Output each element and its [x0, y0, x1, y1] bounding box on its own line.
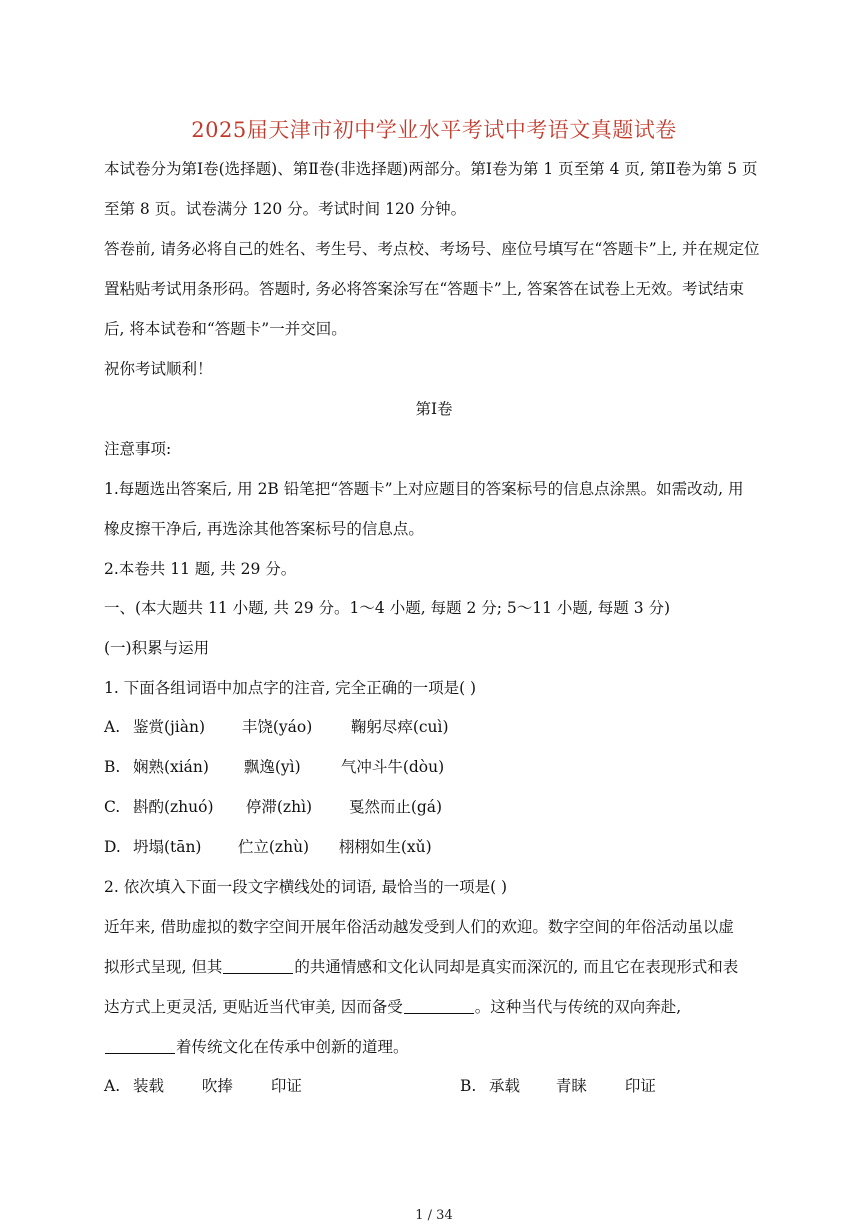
question-2-passage-line-4 [104, 1036, 409, 1058]
question-2-passage-line-3 [104, 996, 681, 1018]
option-word-3: 戛然而止(gá) [348, 798, 443, 816]
option-word-1: 斟酌(zhuó) [132, 798, 214, 816]
fill-blank [404, 999, 474, 1014]
passage-text: 拟形式呈现, 但其 [104, 958, 223, 976]
option-word-1: 坍塌(tān) [132, 838, 202, 856]
option-word-2: 青睐 [555, 1077, 587, 1095]
intro-line-3: 答卷前, 请务必将自己的姓名、考生号、考点校、考场号、座位号填写在“答题卡”上, 并在规定位 [104, 240, 760, 258]
intro-line-1: 本试卷分为第Ⅰ卷(选择题)、第Ⅱ卷(非选择题)两部分。第Ⅰ卷为第 1 页至第 4 页, 第Ⅱ卷为第 5 页 [104, 160, 758, 178]
option-word-2: 伫立(zhù) [237, 838, 310, 856]
option-word-2: 吹捧 [201, 1077, 233, 1095]
note-item-1-line-2: 橡皮擦干净后, 再选涂其他答案标号的信息点。 [104, 520, 424, 538]
note-item-2: 2.本卷共 11 题, 共 29 分。 [104, 560, 297, 578]
option-label: C. [104, 798, 121, 816]
option-word-3: 气冲斗牛(dòu) [340, 758, 445, 776]
intro-line-5: 后, 将本试卷和“答题卡”一并交回。 [104, 320, 347, 338]
question-2-stem: 2. 依次填入下面一段文字横线处的词语, 最恰当的一项是( ) [104, 878, 508, 896]
passage-text: 着传统文化在传承中创新的道理。 [176, 1038, 409, 1056]
fill-blank [223, 959, 293, 974]
question-2-passage-line-1: 近年来, 借助虚拟的数字空间开展年俗活动越发受到人们的欢迎。数字空间的年俗活动虽以虚 [104, 918, 734, 936]
option-word-2: 停滞(zhì) [245, 798, 313, 816]
wish-line: 祝你考试顺利！ [104, 360, 213, 378]
option-word-1: 鉴赏(jiàn) [132, 718, 206, 736]
page-number: 1 / 34 [415, 1208, 453, 1223]
question-2-option-b [460, 1075, 656, 1097]
option-label: B. [460, 1077, 477, 1095]
question-2-option-a [104, 1075, 302, 1097]
option-label: A. [104, 1077, 121, 1095]
option-word-2: 飘逸(yì) [243, 758, 301, 776]
question-1-option-c [104, 796, 442, 818]
option-word-3: 印证 [624, 1077, 656, 1095]
option-label: A. [104, 718, 121, 736]
exam-title: 2025届天津市初中学业水平考试中考语文真题试卷 [191, 118, 677, 142]
question-2-passage-line-2 [104, 956, 738, 978]
option-word-3: 鞠躬尽瘁(cuì) [350, 718, 449, 736]
question-1-option-a [104, 716, 449, 738]
passage-text: 的共通情感和文化认同却是真实而深沉的, 而且它在表现形式和表 [294, 958, 739, 976]
question-1-option-b [104, 756, 444, 778]
option-word-3: 印证 [270, 1077, 302, 1095]
option-word-1: 娴熟(xián) [132, 758, 209, 776]
passage-text: 。这种当代与传统的双向奔赴, [474, 998, 682, 1016]
option-label: B. [104, 758, 121, 776]
question-1-stem: 1. 下面各组词语中加点字的注音, 完全正确的一项是( ) [104, 679, 477, 697]
part-one-heading: 一、(本大题共 11 小题, 共 29 分。1～4 小题, 每题 2 分; 5～11 小题, 每题 3 分) [104, 599, 671, 617]
subsection-heading: (一)积累与运用 [104, 639, 210, 657]
fill-blank [105, 1039, 175, 1054]
passage-text: 达方式上更灵活, 更贴近当代审美, 因而备受 [104, 998, 403, 1016]
section-heading: 第Ⅰ卷 [415, 400, 453, 418]
option-word-1: 承载 [488, 1077, 520, 1095]
option-word-2: 丰饶(yáo) [241, 718, 313, 736]
option-label: D. [104, 838, 121, 856]
notes-heading: 注意事项: [104, 440, 172, 458]
intro-line-2: 至第 8 页。试卷满分 120 分。考试时间 120 分钟。 [104, 200, 467, 218]
question-1-option-d [104, 836, 432, 858]
option-word-3: 栩栩如生(xǔ) [338, 838, 432, 856]
option-word-1: 装载 [132, 1077, 164, 1095]
note-item-1-line-1: 1.每题选出答案后, 用 2B 铅笔把“答题卡”上对应题目的答案标号的信息点涂黑。如需改动, 用 [104, 480, 744, 498]
intro-line-4: 置粘贴考试用条形码。答题时, 务必将答案涂写在“答题卡”上, 答案答在试卷上无效。考试结束 [104, 280, 745, 298]
